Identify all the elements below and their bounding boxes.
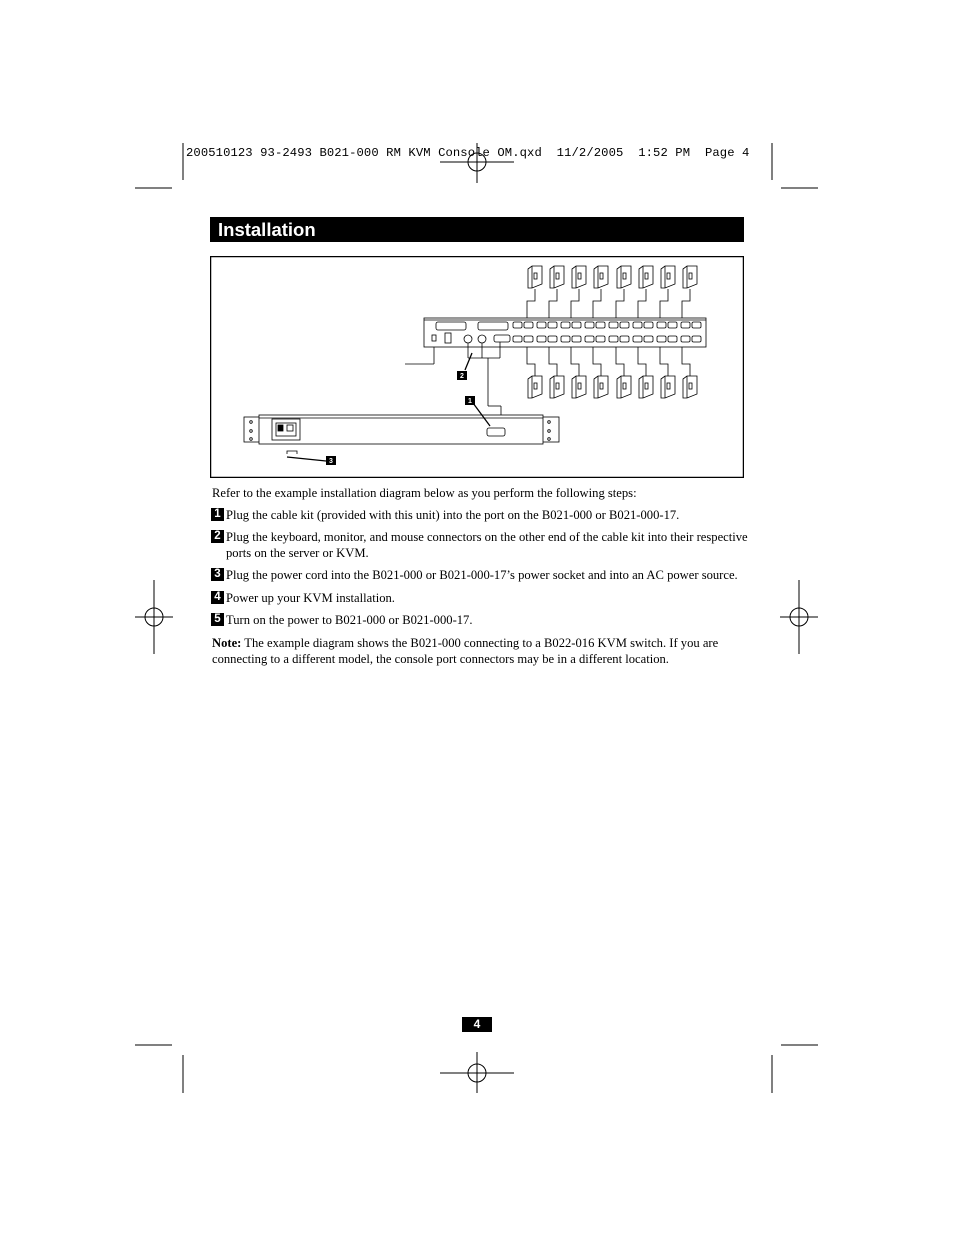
step-number: 5 xyxy=(211,613,224,626)
svg-text:2: 2 xyxy=(460,373,464,380)
step-text: Plug the cable kit (provided with this unit) into the port on the B021-000 or B021-000-17. xyxy=(226,508,680,522)
kvm-switch xyxy=(424,318,706,347)
step-text: Plug the power cord into the B021-000 or B021-000-17’s power socket and into an AC power source. xyxy=(226,568,738,582)
callout-2 xyxy=(457,371,467,380)
step-number: 3 xyxy=(211,568,224,581)
callout-1 xyxy=(465,396,475,405)
svg-text:1: 1 xyxy=(468,398,472,405)
step-text: Plug the keyboard, monitor, and mouse connectors on the other end of the cable kit into their respective ports on the server or KVM. xyxy=(226,530,748,560)
section-title: Installation xyxy=(218,219,316,240)
installation-diagram xyxy=(210,256,744,478)
callout-3 xyxy=(326,456,336,465)
svg-text:3: 3 xyxy=(329,458,333,465)
step-text: Power up your KVM installation. xyxy=(226,591,395,605)
intro-text: Refer to the example installation diagram below as you perform the following steps: xyxy=(212,486,637,500)
slug-line: 200510123 93-2493 B021-000 RM KVM Console OM.qxd 11/2/2005 1:52 PM Page 4 xyxy=(186,146,750,160)
step-number: 4 xyxy=(211,591,224,604)
page-number: 4 xyxy=(462,1017,492,1032)
note-paragraph xyxy=(212,635,742,667)
section-header xyxy=(210,217,744,242)
note-text: The example diagram shows the B021-000 connecting to a B022-016 KVM switch. If you are connecting to a different model, the console port connectors may be in a different location. xyxy=(212,636,719,666)
note-label: Note: xyxy=(212,636,242,650)
step-number: 2 xyxy=(211,530,224,543)
step-number: 1 xyxy=(211,508,224,521)
step-text: Turn on the power to B021-000 or B021-000-17. xyxy=(226,613,473,627)
